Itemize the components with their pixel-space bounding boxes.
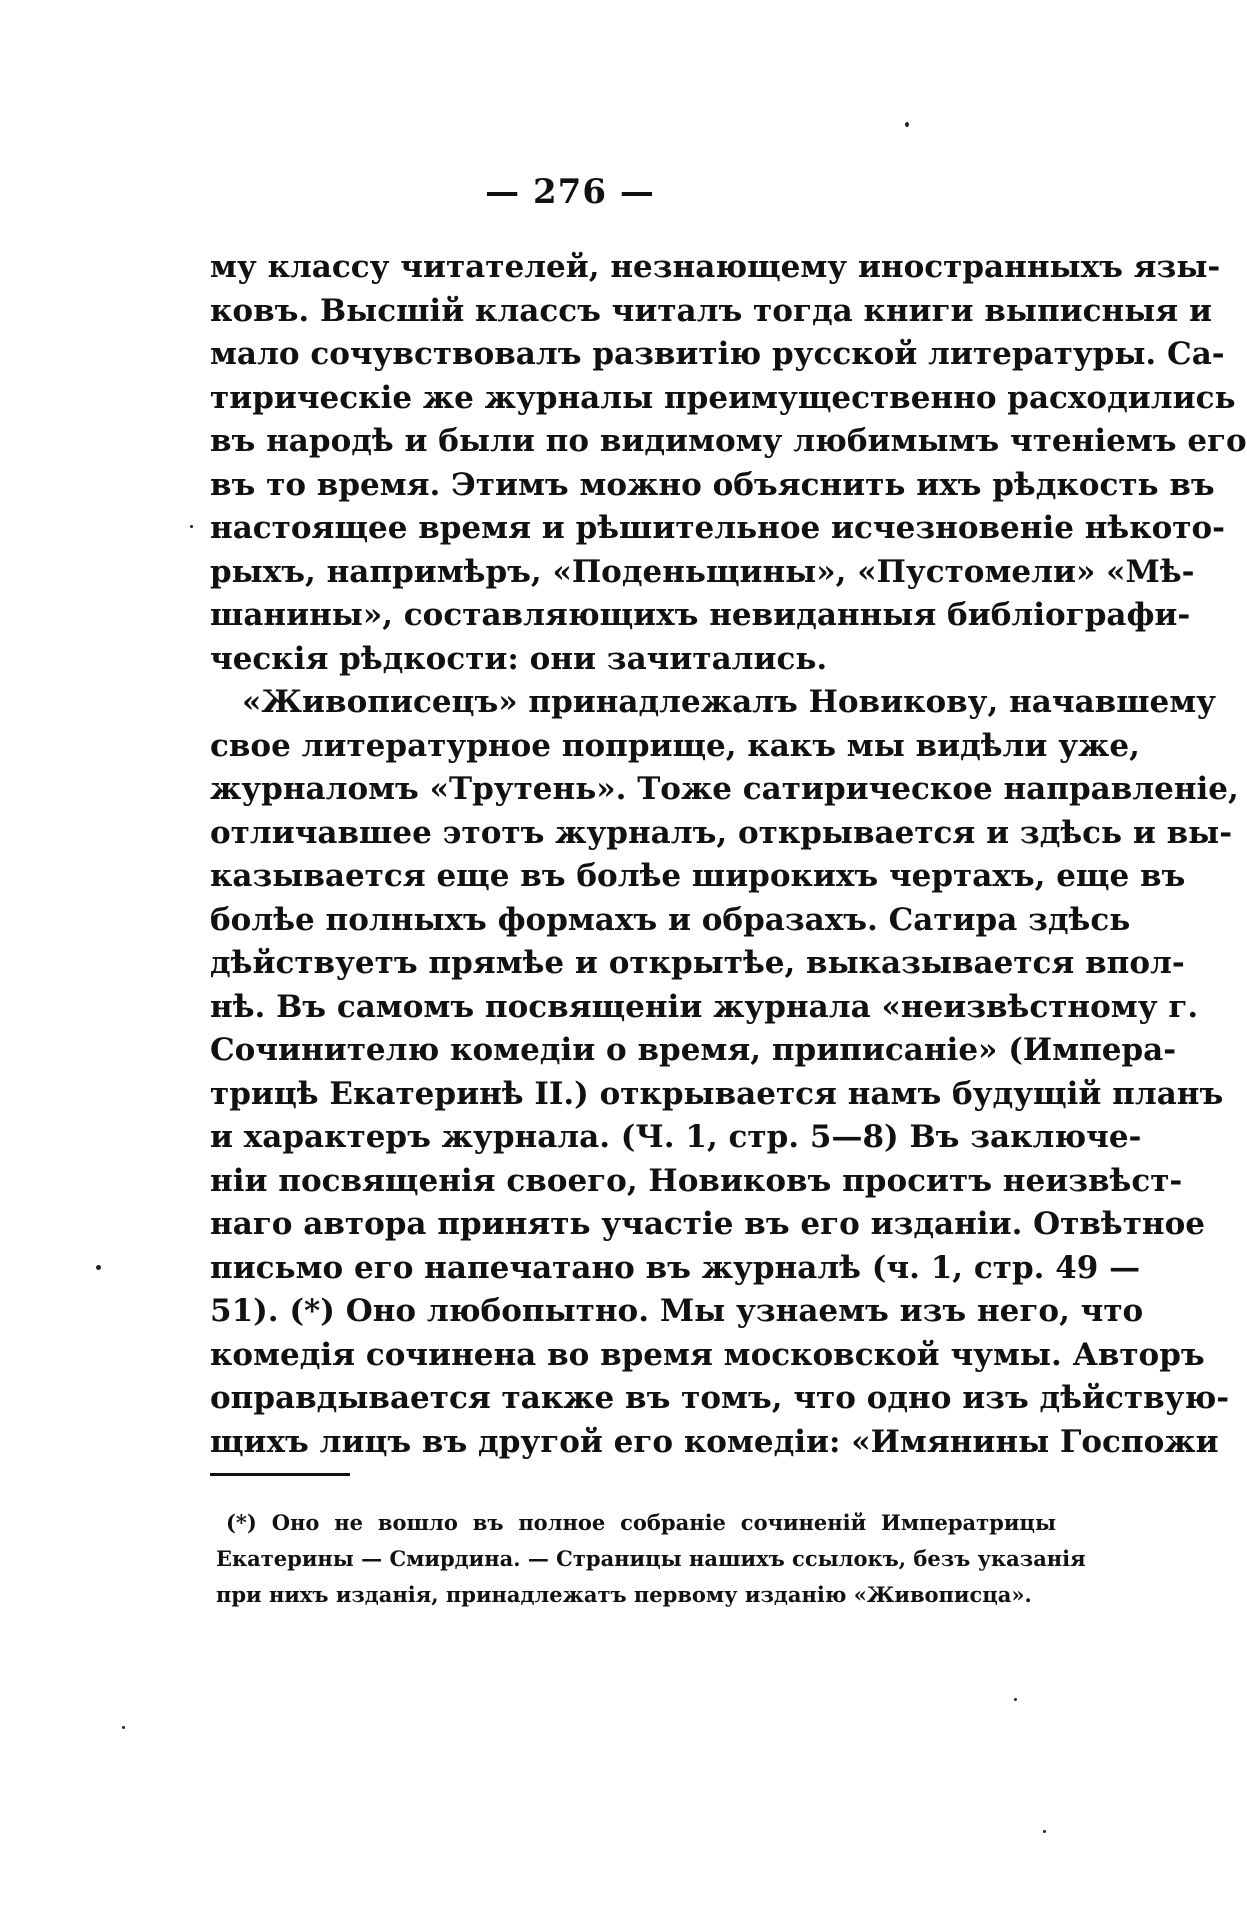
text-line: оправдывается также въ томъ, что одно изъ дѣйствую- xyxy=(210,1380,1230,1416)
footnote-line: (*) Оно не вошло въ полное собраніе сочиненій Императрицы xyxy=(226,1510,1056,1535)
text-line: ковъ. Высшій классъ читалъ тогда книги выписныя и xyxy=(210,292,1212,329)
scan-speck xyxy=(1043,1830,1046,1833)
footnote-divider xyxy=(210,1473,350,1476)
text-line: рыхъ, напримѣръ, «Поденьщины», «Пустомели» «Мѣ- xyxy=(210,553,1195,590)
text-line: комедія сочинена во время московской чумы. Авторъ xyxy=(210,1336,1205,1373)
scan-speck xyxy=(190,525,193,528)
page-number: — 276 — xyxy=(485,172,655,212)
text-line: казывается еще въ болѣе широкихъ чертахъ, еще въ xyxy=(210,858,1186,894)
text-line: болѣе полныхъ формахъ и образахъ. Сатира здѣсь xyxy=(210,901,1131,938)
text-line: и характеръ журнала. (Ч. 1, стр. 5—8) Въ заключе- xyxy=(210,1119,1142,1155)
text-line: въ то время. Этимъ можно объяснить ихъ рѣдкость въ xyxy=(210,466,1215,503)
body-text xyxy=(210,246,1247,1464)
scan-speck xyxy=(1014,1698,1017,1701)
text-line: тирическіе же журналы преимущественно расходились xyxy=(210,379,1236,416)
scan-speck xyxy=(122,1726,125,1729)
text-line: «Живописецъ» принадлежалъ Новикову, начавшему xyxy=(242,684,1217,720)
text-line: ческія рѣдкости: они зачитались. xyxy=(210,640,828,677)
text-line: отличавшее этотъ журналъ, открывается и здѣсь и вы- xyxy=(210,814,1233,851)
text-line: настоящее время и рѣшительное исчезновеніе нѣкото- xyxy=(210,510,1226,546)
text-line: ніи посвященія своего, Новиковъ проситъ неизвѣст- xyxy=(210,1162,1183,1199)
scan-speck xyxy=(905,122,909,127)
text-line: щихъ лицъ въ другой его комедіи: «Имянины Госпожи xyxy=(210,1423,1219,1460)
footnote xyxy=(216,1505,1086,1613)
footnote-line: при нихъ изданія, принадлежатъ первому изданію «Живописца». xyxy=(216,1582,1032,1607)
text-line: дѣйствуетъ прямѣе и открытѣе, выказывается впол- xyxy=(210,945,1185,981)
footnote-line: Екатерины — Смирдина. — Страницы нашихъ ссылокъ, безъ указанія xyxy=(216,1546,1086,1571)
text-line: свое литературное поприще, какъ мы видѣли уже, xyxy=(210,727,1140,764)
text-line: наго автора принять участіе въ его изданіи. Отвѣтное xyxy=(210,1206,1206,1242)
scan-speck xyxy=(96,1265,101,1270)
text-line: мало сочувствовалъ развитію русской литературы. Са- xyxy=(210,336,1225,372)
text-line: шанины», составляющихъ невиданныя библіографи- xyxy=(210,597,1191,633)
text-line: Сочинителю комедіи о время, приписаніе» (Импера- xyxy=(210,1032,1177,1068)
text-line: письмо его напечатано въ журналѣ (ч. 1, стр. 49 — xyxy=(210,1249,1141,1286)
text-line: журналомъ «Трутень». Тоже сатирическое направленіе, xyxy=(210,771,1239,807)
text-line: въ народѣ и были по видимому любимымъ чтеніемъ его xyxy=(210,423,1247,459)
text-line: му классу читателей, незнающему иностранныхъ язы- xyxy=(210,249,1221,285)
text-line: 51). (*) Оно любопытно. Мы узнаемъ изъ него, что xyxy=(210,1293,1144,1329)
text-line: трицѣ Екатеринѣ II.) открывается намъ будущій планъ xyxy=(210,1075,1224,1112)
text-line: нѣ. Въ самомъ посвященіи журнала «неизвѣстному г. xyxy=(210,988,1199,1025)
